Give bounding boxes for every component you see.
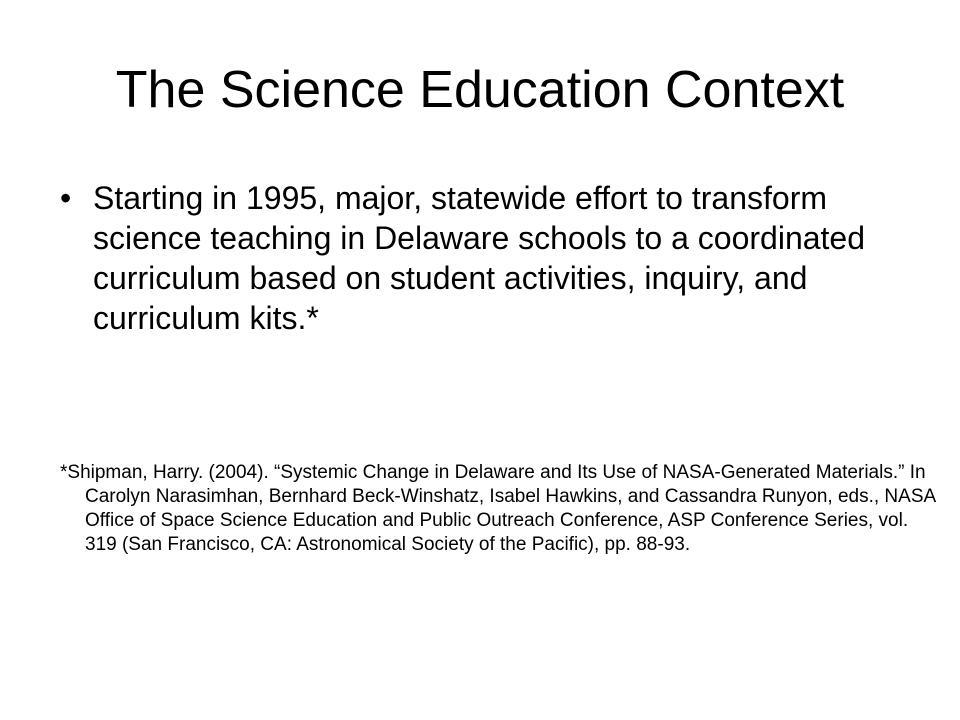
bullet-item — [60, 178, 910, 338]
bullet-icon: • — [60, 180, 72, 216]
footnote-citation: *Shipman, Harry. (2004). “Systemic Change in Delaware and Its Use of NASA-Generated Materials.” In Carolyn Narasimhan, Bernhard Beck-Winshatz, Isabel Hawkins, and Cassandra Runyon, eds., NASA Office of Space Science Education and Public Outreach Conference, ASP Conference Series, vol. 319 (San Francisco, CA: Astronomical Society of the Pacific), pp. 88-93. — [60, 462, 936, 555]
slide-title: The Science Education Context — [115, 61, 845, 119]
bullet-list — [60, 178, 910, 338]
bullet-text: Starting in 1995, major, statewide effort to transform science teaching in Delaware schools to a coordinated curriculum based on student activities, inquiry, and curriculum kits.* — [93, 180, 866, 336]
